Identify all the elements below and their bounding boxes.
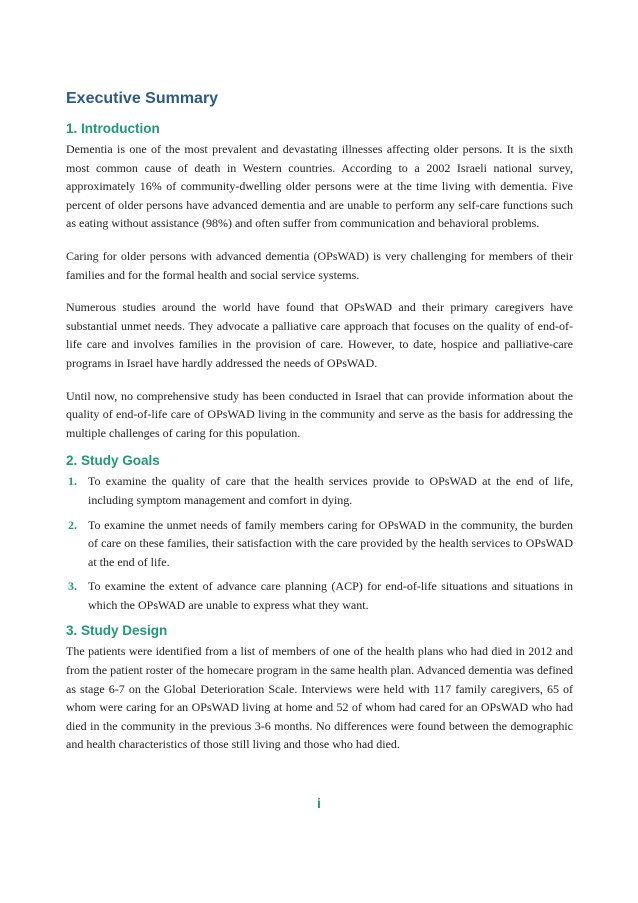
list-item-text: To examine the quality of care that the health services provide to OPsWAD at the end of life, including symptom management and comfort in dying. (88, 474, 573, 507)
page-content (66, 89, 573, 768)
list-item-text: To examine the extent of advance care planning (ACP) for end-of-life situations and situations in which the OPsWAD are unable to express what they want. (88, 579, 573, 612)
intro-paragraph-4: Until now, no comprehensive study has been conducted in Israel that can provide information about the quality of end-of-life care of OPsWAD living in the community and serve as the basis for addressing the multiple challenges of caring for this population. (66, 388, 573, 440)
intro-paragraph-1: Dementia is one of the most prevalent and devastating illnesses affecting older persons. It is the sixth most common cause of death in Western countries. According to a 2002 Israeli national survey, approximately 16% of community-dwelling older persons were at the time living with dementia. Five percent of older persons have advanced dementia and are unable to perform any self-care functions such as eating without assistance (98%) and often suffer from communication and behavioral problems. (66, 142, 573, 231)
intro-paragraph-2: Caring for older persons with advanced dementia (OPsWAD) is very challenging for members of their families and for the formal health and social service systems. (66, 248, 573, 282)
list-item-number: 1. (68, 474, 77, 489)
goals-list (66, 472, 573, 614)
list-item (66, 516, 573, 572)
design-heading: 3. Study Design (66, 623, 168, 639)
list-item-text: To examine the unmet needs of family members caring for OPsWAD in the community, the burden of care on these families, their satisfaction with the care provided by the health services to OPsWAD at the end of life. (88, 517, 573, 569)
page-number: i (317, 795, 321, 811)
goals-heading: 2. Study Goals (66, 453, 160, 469)
list-item (66, 472, 573, 509)
list-item (66, 577, 573, 614)
page-title: Executive Summary (66, 90, 219, 107)
design-paragraph: The patients were identified from a list of members of one of the health plans who had died in 2012 and from the patient roster of the homecare program in the same health plan. Advanced dementia was defined as stage 6-7 on the Global Deterioration Scale. Interviews were held with 117 family caregivers, 65 of whom were caring for an OPsWAD living at home and 52 of whom had cared for an OPsWAD who had died in the community in the previous 3-6 months. No differences were found between the demographic and health characteristics of those still living and those who had died. (66, 644, 573, 752)
intro-heading: 1. Introduction (66, 121, 160, 136)
list-item-number: 2. (68, 517, 77, 532)
intro-paragraph-3: Numerous studies around the world have found that OPsWAD and their primary caregivers have substantial unmet needs. They advocate a palliative care approach that focuses on the quality of end-of-life care and involves families in the provision of care. However, to date, hospice and palliative-care programs in Israel have hardly addressed the needs of OPsWAD. (66, 300, 573, 370)
list-item-number: 3. (68, 579, 77, 594)
